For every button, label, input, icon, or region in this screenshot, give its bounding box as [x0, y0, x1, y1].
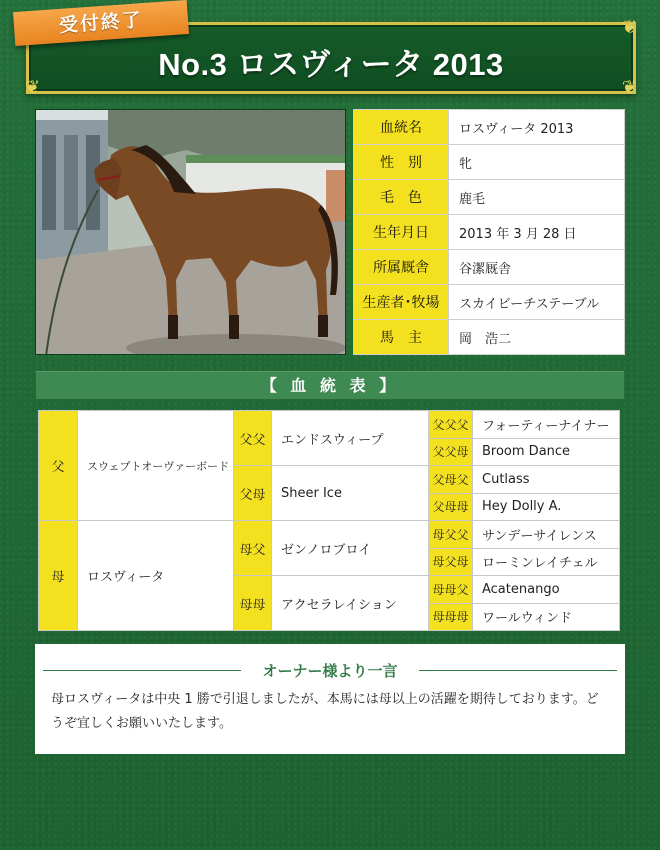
- owner-message-title: オーナー様より一言: [262, 662, 398, 680]
- g3-label: 父母父: [429, 466, 473, 494]
- horse-photo-icon: [36, 110, 346, 355]
- info-label: 生年月日: [354, 215, 449, 250]
- ornament-icon: ❦: [25, 77, 41, 98]
- info-row-pedigree-name: [354, 110, 625, 145]
- info-value: 岡 浩二: [449, 320, 625, 355]
- g3-label: 母母母: [429, 603, 473, 631]
- info-value: ロスヴィータ 2013: [449, 110, 625, 145]
- g3-name: フォーティーナイナー: [473, 411, 620, 439]
- page-title: No.3 ロスヴィータ 2013: [158, 47, 504, 82]
- info-row-owner: [354, 320, 625, 355]
- g2-name: アクセラレイション: [272, 576, 429, 631]
- g2-name: Sheer Ice: [272, 466, 429, 521]
- info-row-birthdate: [354, 215, 625, 250]
- g3-label: 父母母: [429, 493, 473, 521]
- g3-name: ローミンレイチェル: [473, 548, 620, 576]
- g3-name: Broom Dance: [473, 438, 620, 466]
- info-value: 牝: [449, 145, 625, 180]
- g2-name: エンドスウィープ: [272, 411, 429, 466]
- info-label: 血統名: [354, 110, 449, 145]
- g2-name: ゼンノロブロイ: [272, 521, 429, 576]
- info-label: 馬 主: [354, 320, 449, 355]
- g3-label: 母父父: [429, 521, 473, 549]
- dam-name: ロスヴィータ: [78, 521, 234, 631]
- status-badge: 受付終了: [13, 0, 189, 46]
- info-value: 谷潔厩舎: [449, 250, 625, 285]
- divider: [419, 670, 617, 671]
- g3-name: ワールウィンド: [473, 603, 620, 631]
- g3-label: 父父母: [429, 438, 473, 466]
- horse-photo: [35, 109, 346, 355]
- g3-name: Hey Dolly A.: [473, 493, 620, 521]
- pedigree-table: [38, 410, 620, 631]
- horse-info-table: [353, 109, 625, 355]
- info-value: スカイビーチステーブル: [449, 285, 625, 320]
- g3-name: サンデーサイレンス: [473, 521, 620, 549]
- info-row-coat: [354, 180, 625, 215]
- g3-label: 父父父: [429, 411, 473, 439]
- pedigree-header: 【 血 統 表 】: [35, 370, 625, 400]
- g3-name: Acatenango: [473, 576, 620, 604]
- info-label: 所属厩舎: [354, 250, 449, 285]
- dam-label: 母: [39, 521, 78, 631]
- g2-label: 母父: [234, 521, 272, 576]
- g3-name: Cutlass: [473, 466, 620, 494]
- info-row-stable: [354, 250, 625, 285]
- info-label: 性 別: [354, 145, 449, 180]
- owner-message-text: 母ロスヴィータは中央 1 勝で引退しましたが、本馬には母以上の活躍を期待しております。どうぞ宜しくお願いいたします。: [51, 692, 599, 731]
- g3-label: 母母父: [429, 576, 473, 604]
- info-value: 2013 年 3 月 28 日: [449, 215, 625, 250]
- g3-label: 母父母: [429, 548, 473, 576]
- sire-name: スウェプトオーヴァーボード: [78, 411, 234, 521]
- info-row-sex: [354, 145, 625, 180]
- g2-label: 母母: [234, 576, 272, 631]
- info-row-breeder: [354, 285, 625, 320]
- g2-label: 父母: [234, 466, 272, 521]
- g2-label: 父父: [234, 411, 272, 466]
- sire-label: 父: [39, 411, 78, 521]
- info-label: 生産者･牧場: [354, 285, 449, 320]
- owner-message-box: [35, 644, 625, 754]
- info-label: 毛 色: [354, 180, 449, 215]
- info-value: 鹿毛: [449, 180, 625, 215]
- ornament-icon: ❦: [621, 17, 637, 38]
- owner-message-header: [43, 660, 617, 680]
- ornament-icon: ❦: [621, 77, 637, 98]
